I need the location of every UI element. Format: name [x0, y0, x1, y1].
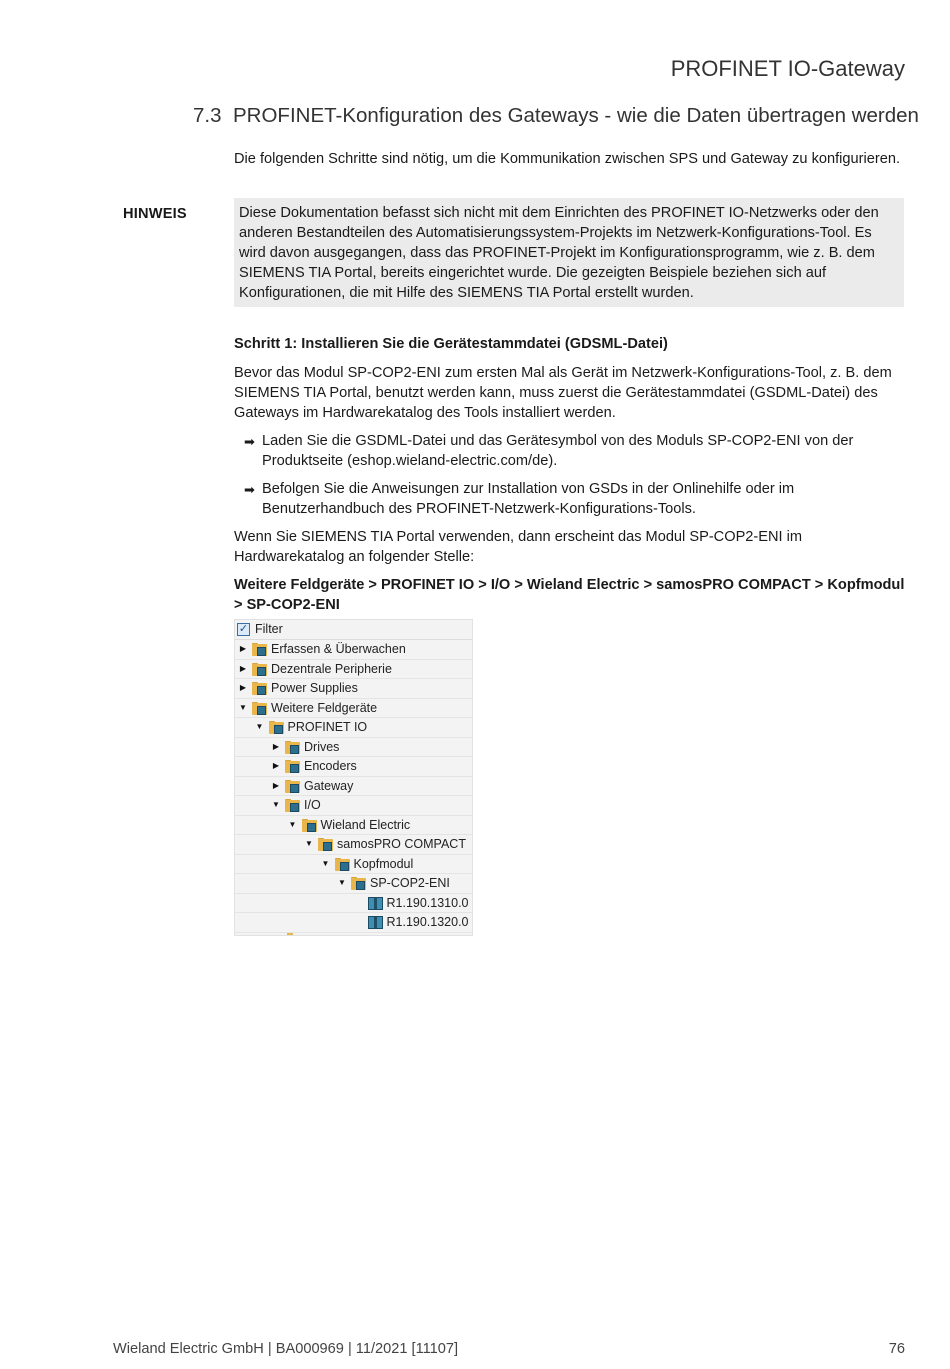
arrow-right-icon: ➡ — [244, 434, 255, 449]
tree-item-label: R1.190.1310.0 — [386, 895, 469, 910]
tree-item[interactable] — [235, 796, 472, 816]
tree-item[interactable] — [235, 913, 472, 933]
step-1-text: Bevor das Modul SP-COP2-ENI zum ersten Mal als Gerät im Netzwerk-Konfigurations-Tool, z. B. dem SIEMENS TIA Portal, benutzt werden kann, muss zuerst die Gerätestammdatei (GSDML-Datei) des Gateways im Hardwarekatalog des Tools installiert werden. — [234, 365, 892, 421]
folder-icon — [269, 721, 285, 734]
expand-arrow-icon[interactable]: ▶ — [272, 761, 280, 770]
collapse-arrow-icon[interactable]: ▼ — [321, 858, 330, 868]
folder-icon — [335, 858, 351, 871]
tree-item[interactable] — [235, 894, 472, 914]
tree-item[interactable] — [235, 757, 472, 777]
expand-arrow-icon[interactable]: ▶ — [272, 780, 280, 790]
tree-items — [235, 640, 472, 933]
tree-item[interactable] — [235, 777, 472, 797]
folder-icon — [252, 682, 268, 695]
tree-item-label: Drives — [304, 739, 340, 754]
tree-item[interactable] — [235, 699, 472, 719]
folder-icon — [351, 877, 367, 890]
tree-item-label: Power Supplies — [271, 681, 358, 695]
tree-item-label: Dezentrale Peripherie — [271, 661, 392, 676]
step-1-section — [234, 334, 905, 615]
note-label: HINWEIS — [123, 206, 187, 222]
collapse-arrow-icon[interactable]: ▼ — [305, 839, 313, 848]
step-1-title: Schritt 1: Installieren Sie die Gerätestammdatei (GDSML-Datei) — [234, 336, 668, 352]
note-box: Diese Dokumentation befasst sich nicht mit dem Einrichten des PROFINET IO-Netzwerks oder den anderen Bestandteilen des Automatisierungssystem-Projekts im Netzwerk-Konfigurations-Tool. Es wird davon ausgegangen, dass das PROFINET-Projekt im Konfigurationsprogramm, wie z. B. dem SIEMENS TIA Portal, bereits eingerichtet wurde. Die gezeigten Beispiele beziehen sich auf Konfigurationen, die mit Hilfe des SIEMENS TIA Portal erstellt wurden. — [234, 198, 904, 307]
folder-icon — [285, 780, 301, 793]
expand-arrow-icon[interactable]: ▶ — [239, 644, 247, 653]
tree-item[interactable] — [235, 835, 472, 855]
collapse-arrow-icon[interactable]: ▼ — [288, 819, 297, 829]
section-number: 7.3 — [193, 104, 222, 127]
hardware-catalog-tree — [234, 619, 473, 936]
tree-item-label: SP-COP2-ENI — [370, 876, 450, 890]
folder-icon — [318, 838, 334, 851]
filter-checkbox[interactable]: ✓ — [238, 623, 249, 635]
page-number: 76 — [888, 1341, 905, 1357]
folder-icon — [285, 741, 301, 754]
tree-item[interactable] — [235, 855, 472, 875]
tree-item[interactable] — [235, 660, 472, 680]
tree-item[interactable] — [235, 679, 472, 699]
expand-arrow-icon[interactable]: ▶ — [239, 663, 247, 673]
tree-item-label: Erfassen & Überwachen — [271, 642, 406, 656]
expand-arrow-icon[interactable]: ▶ — [239, 683, 247, 692]
catalog-path: Weitere Feldgeräte > PROFINET IO > I/O > Wieland Electric > samosPRO COMPACT > Kopfmodul > SP-COP2-ENI — [234, 577, 905, 613]
collapse-arrow-icon[interactable]: ▼ — [338, 878, 346, 887]
after-text: Wenn Sie SIEMENS TIA Portal verwenden, dann erscheint das Modul SP-COP2-ENI im Hardwarekatalog an folgender Stelle: — [234, 529, 803, 565]
filter-row[interactable] — [235, 620, 472, 640]
tree-item-label: I/O — [304, 798, 321, 812]
section-title: PROFINET-Konfiguration des Gateways - wie die Daten übertragen werden — [233, 104, 919, 127]
folder-icon-partial — [287, 933, 293, 935]
tree-item[interactable] — [235, 738, 472, 758]
tree-item[interactable] — [235, 640, 472, 660]
tree-item-label: R1.190.1320.0 — [386, 915, 469, 929]
collapse-arrow-icon[interactable]: ▼ — [255, 722, 264, 731]
tree-item[interactable] — [235, 874, 472, 894]
intro-paragraph: Die folgenden Schritte sind nötig, um die Kommunikation zwischen SPS und Gateway zu konfigurieren. — [234, 151, 900, 167]
module-icon — [368, 916, 383, 929]
header-title: PROFINET IO-Gateway — [670, 56, 905, 81]
tree-item-label: Kopfmodul — [353, 856, 414, 871]
footer-text: Wieland Electric GmbH | BA000969 | 11/2021 [11107] — [113, 1341, 459, 1357]
collapse-arrow-icon[interactable]: ▼ — [239, 702, 247, 712]
tree-item[interactable] — [235, 816, 472, 836]
folder-icon — [252, 702, 268, 715]
instruction-list — [234, 431, 905, 519]
instruction-text: Laden Sie die GSDML-Datei und das Gerätesymbol von des Moduls SP-COP2-ENI von der Produktseite (eshop.wieland-electric.com/de). — [262, 433, 854, 469]
collapse-arrow-icon[interactable]: ▼ — [272, 800, 280, 809]
module-icon — [368, 897, 383, 910]
tree-item-label: samosPRO COMPACT — [337, 837, 466, 851]
tree-item[interactable] — [235, 718, 472, 738]
instruction-item — [234, 431, 905, 471]
expand-arrow-icon[interactable]: ▶ — [272, 741, 280, 751]
folder-icon — [302, 819, 318, 832]
filter-label: Filter — [255, 622, 283, 636]
tree-item-label: Weitere Feldgeräte — [271, 700, 378, 715]
tree-item-label: Encoders — [304, 759, 357, 773]
folder-icon — [285, 760, 301, 773]
tree-item-label: Wieland Electric — [320, 817, 411, 832]
folder-icon — [285, 799, 301, 812]
instruction-text: Befolgen Sie die Anweisungen zur Installation von GSDs in der Onlinehilfe oder im Benutzerhandbuch des PROFINET-Netzwerk-Konfigurations-Tools. — [262, 481, 795, 517]
tree-item-label: Gateway — [304, 778, 354, 793]
instruction-item — [234, 479, 905, 519]
folder-icon — [252, 643, 268, 656]
tree-item-label: PROFINET IO — [287, 720, 368, 734]
arrow-right-icon: ➡ — [244, 482, 255, 497]
folder-icon — [252, 663, 268, 676]
section-heading — [193, 104, 919, 128]
